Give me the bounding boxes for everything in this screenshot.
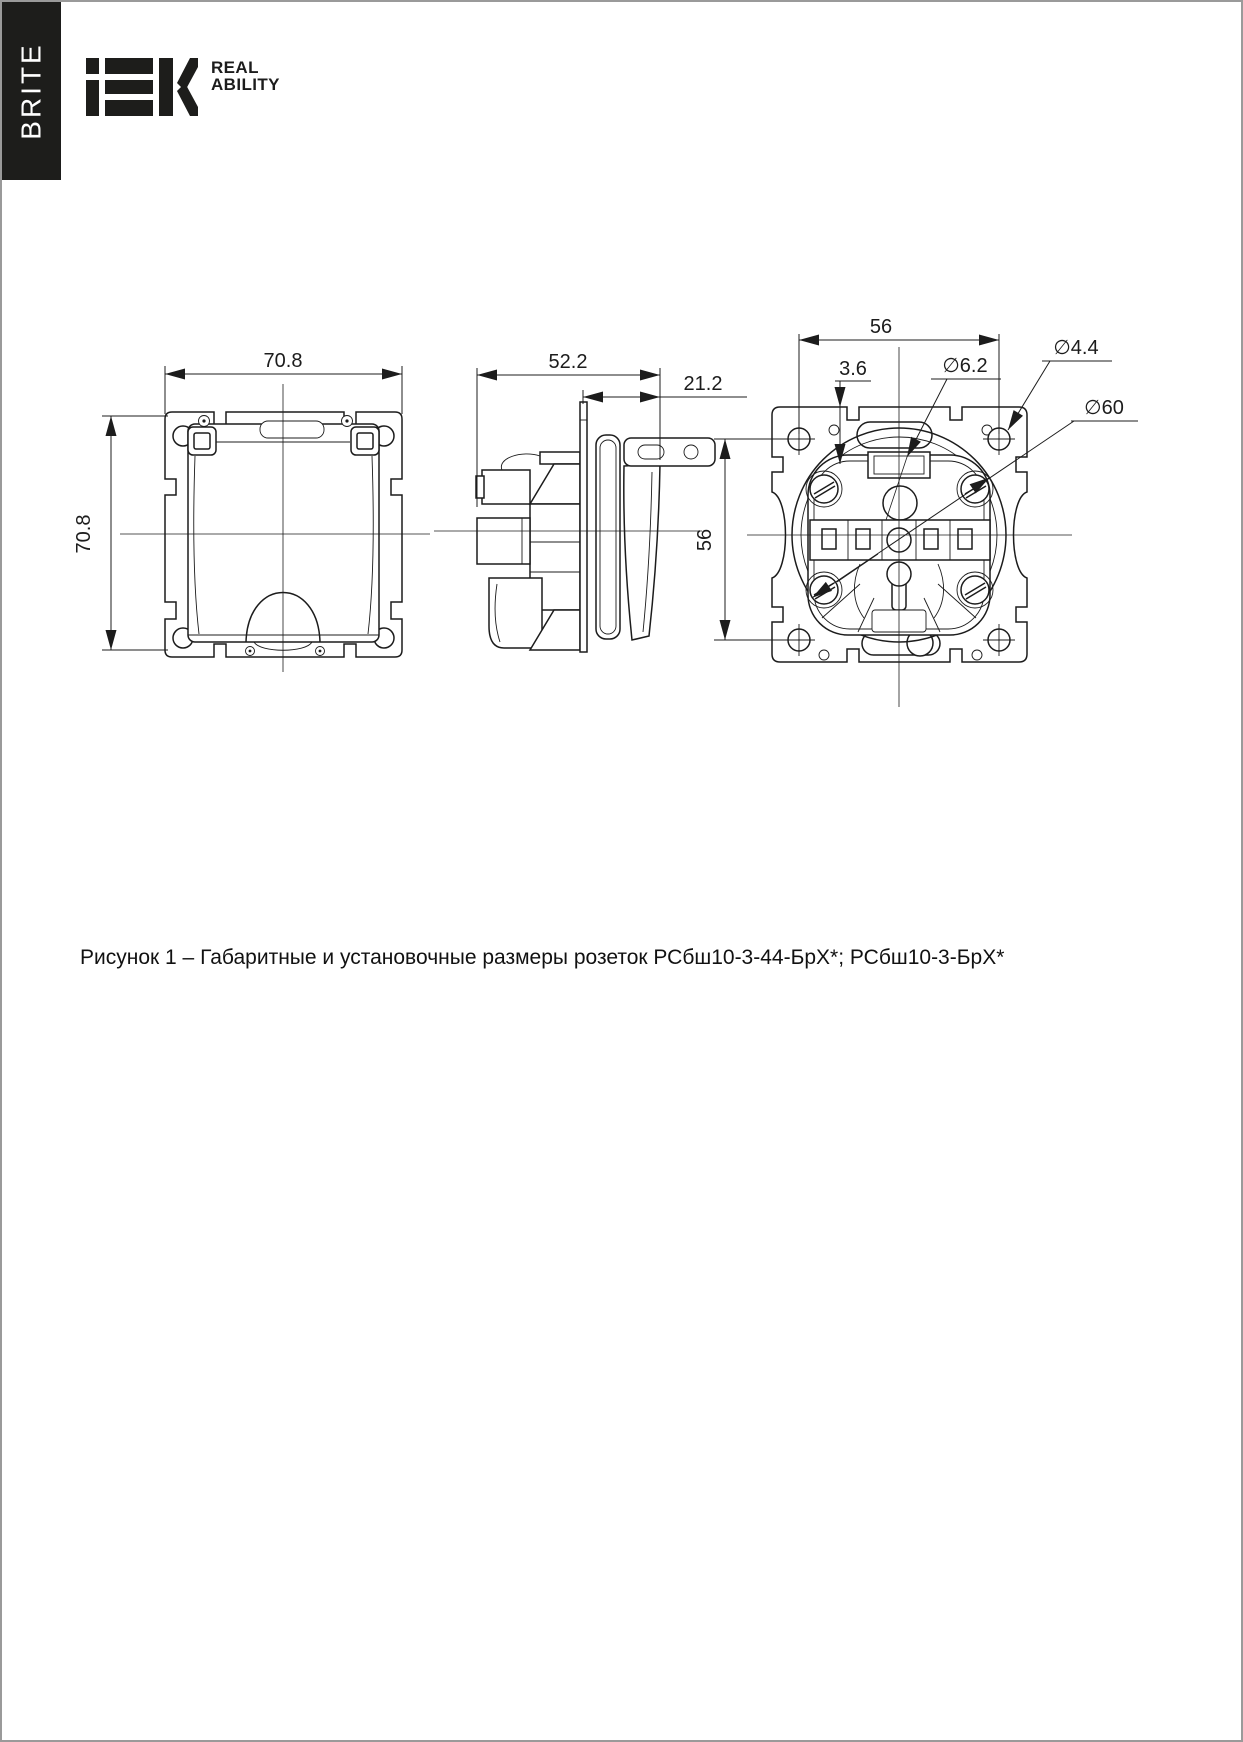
brite-series-label: BRITE [15,42,47,140]
side-view-drawing [434,351,747,652]
front-width-label: 70.8 [263,350,303,372]
iek-logo-graphic [86,58,198,116]
front-height-label: 70.8 [73,514,95,554]
rear-view-drawing [694,316,1138,707]
figure-caption: Рисунок 1 – Габаритные и установочные размеры розеток РСбш10-3-44-БрХ*; РСбш10-3-БрХ* [80,946,1005,969]
side-depth-label: 52.2 [548,351,588,373]
rear-top-slot [857,422,932,448]
side-cover-depth-label: 21.2 [683,373,723,395]
brand-tagline [211,59,280,93]
rear-body-dia-label: ∅60 [1084,397,1124,419]
cover-top-bump [260,421,324,438]
rear-hole-dia-label: ∅6.2 [942,355,988,377]
front-width-dimension [165,350,402,414]
technical-drawings [2,252,1243,772]
iek-logo [86,58,198,116]
front-height-dimension [73,416,168,650]
iek-logo-blocks [86,58,198,116]
rear-vspacing-label: 56 [694,528,716,552]
dimension-drawing-canvas [2,252,1243,772]
tagline-line1: REAL [211,58,259,77]
brite-series-banner [2,2,61,180]
front-view-drawing [73,350,430,672]
rear-screw-hole-dia-label: ∅4.4 [1053,337,1099,359]
rear-vspacing-dimension [694,439,792,640]
rear-hspacing-label: 56 [869,316,893,338]
rear-plate-offset-label: 3.6 [839,358,867,380]
side-cover-depth-dimension [583,373,747,404]
side-mechanism-profile [476,452,580,650]
side-support-plate [580,402,587,652]
tagline-line2: ABILITY [211,75,280,94]
